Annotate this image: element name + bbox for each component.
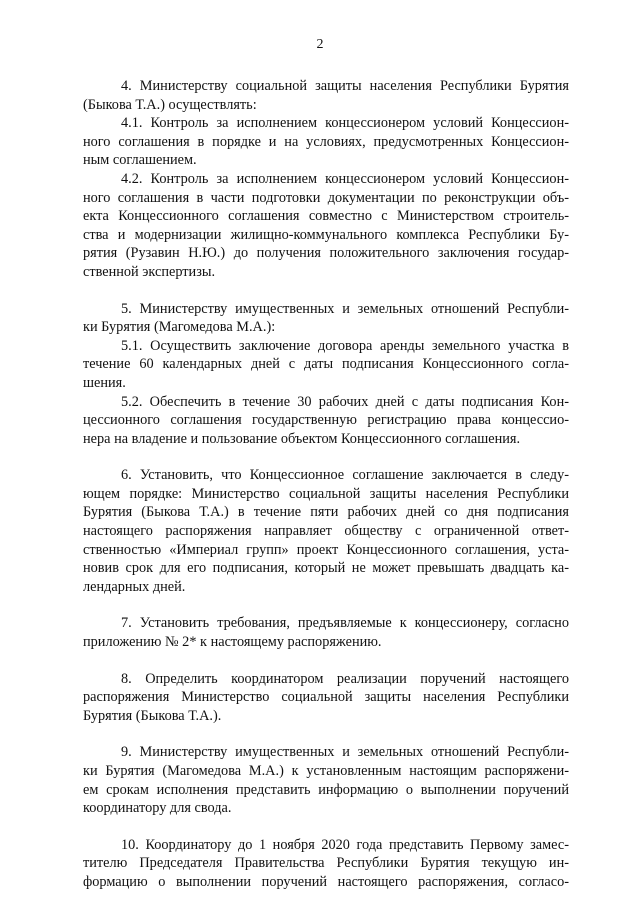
text-line: 5.1. Осуществить заключение договора аренды земельного участка в [121, 337, 569, 354]
text-line: формацию о выполнении поручений настоящего распоряжения, согласо- [83, 873, 569, 890]
paragraph-11 [83, 836, 569, 892]
text-line: 10. Координатору до 1 ноября 2020 года представить Первому замес- [121, 836, 569, 853]
paragraph-1 [83, 77, 569, 114]
text-line: ства и модернизации жилищно-коммунального комплекса Республики Бу- [83, 226, 569, 243]
text-line: шения. [83, 374, 126, 391]
text-line: нера на владение и пользование объектом Концессионного соглашения. [83, 430, 521, 447]
text-line: новив срок для его подписания, который не может превышать двадцать ка- [83, 560, 569, 577]
text-line: 4.1. Контроль за исполнением концессионером условий Концессион- [121, 115, 569, 132]
text-line: Бурятия (Быкова Т.А.). [83, 707, 222, 724]
text-line: 4.2. Контроль за исполнением концессионером условий Концессион- [121, 170, 569, 187]
text-line: 7. Установить требования, предъявляемые к концессионеру, согласно [121, 615, 569, 632]
text-line: лендарных дней. [83, 578, 186, 595]
text-line: 9. Министерству имущественных и земельных отношений Республи- [121, 744, 569, 761]
text-line: 4. Министерству социальной защиты населения Республики Бурятия [121, 78, 569, 94]
paragraph-5 [83, 337, 569, 393]
text-line: ного соглашения в порядке и на условиях, предусмотренных Концессион- [83, 133, 569, 150]
text-line: ственной экспертизы. [83, 263, 216, 280]
paragraph-7 [83, 466, 569, 596]
text-line: цессионного соглашения государственную регистрацию права концессио- [83, 412, 569, 429]
text-line: распоряжения Министерство социальной защиты населения Республики [83, 689, 569, 706]
paragraph-2 [83, 114, 569, 170]
text-line: тителю Председателя Правительства Республики Бурятия текущую ин- [83, 855, 569, 872]
text-line: ным соглашением. [83, 152, 197, 169]
text-line: ного соглашения в части подготовки документации по реконструкции объ- [83, 189, 569, 206]
text-line: 5.2. Обеспечить в течение 30 рабочих дней с даты подписания Кон- [121, 393, 569, 410]
text-line: 8. Определить координатором реализации поручений настоящего [121, 670, 569, 687]
paragraph-4 [83, 300, 569, 337]
document-body [83, 77, 569, 892]
text-line: ки Бурятия (Магомедова М.А.): [83, 319, 276, 336]
text-line: ем срокам исполнения представить информацию о выполнении поручений [83, 781, 569, 798]
text-line: течение 60 календарных дней с даты подписания Концессионного согла- [83, 356, 569, 373]
page-number: 2 [316, 37, 324, 52]
paragraph-6 [83, 393, 569, 449]
text-line: координатору для свода. [83, 800, 232, 817]
text-line: ки Бурятия (Магомедова М.А.) к установленным настоящим распоряжени- [83, 763, 569, 779]
text-line: 6. Установить, что Концессионное соглашение заключается в следу- [121, 467, 569, 484]
text-line: рятия (Рузавин Н.Ю.) до получения положительного заключения государ- [83, 245, 569, 262]
text-line: екта Концессионного соглашения совместно с Министерством строитель- [83, 208, 569, 225]
text-line: Бурятия (Быкова Т.А.) в течение пяти рабочих дней со дня подписания [83, 504, 569, 521]
paragraph-9 [83, 670, 569, 726]
text-line: (Быкова Т.А.) осуществлять: [83, 96, 257, 113]
paragraph-10 [83, 743, 569, 817]
text-line: ющем порядке: Министерство социальной защиты населения Республики [83, 485, 569, 502]
text-line: приложению № 2* к настоящему распоряжению. [83, 634, 382, 651]
text-line: ственностью «Империал групп» проект Концессионного соглашения, уста- [83, 541, 569, 558]
paragraph-8 [83, 614, 569, 651]
text-line: 5. Министерству имущественных и земельных отношений Республи- [121, 300, 569, 317]
text-line: настоящего распоряжения направляет обществу с ограниченной ответ- [83, 523, 569, 540]
paragraph-3 [83, 170, 569, 282]
